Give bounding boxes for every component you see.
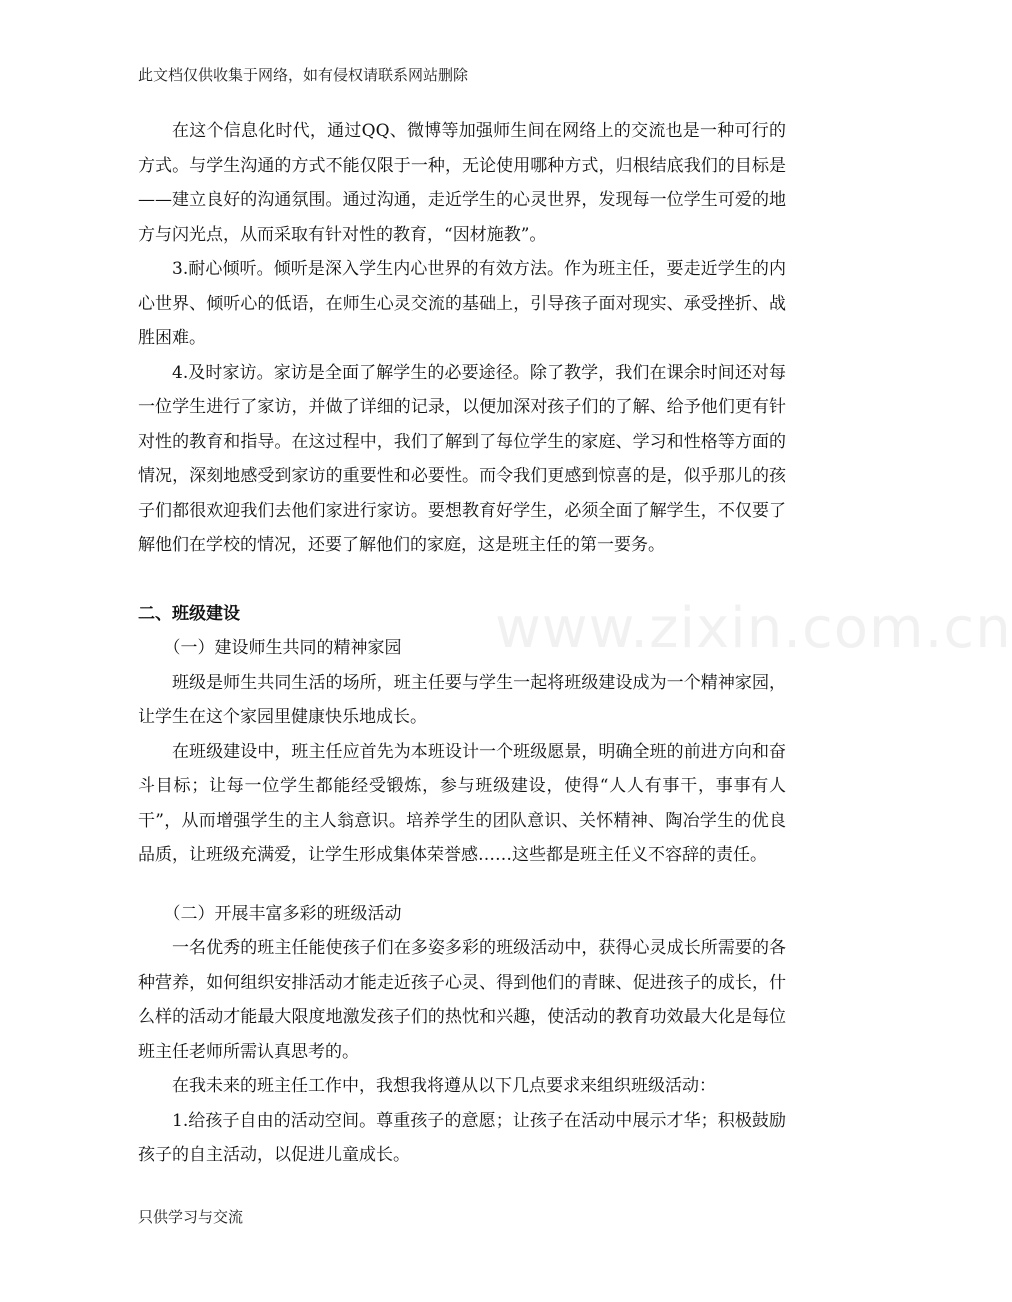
section-heading-class-building: 二、班级建设 [138,603,240,624]
paragraph-online-communication: 在这个信息化时代，通过QQ、微博等加强师生间在网络上的交流也是一种可行的方式。与学生沟通的方式不能仅限于一种，无论使用哪种方式，归根结底我们的目标是——建立良好的沟通氛围。通过沟通，走近学生的心灵世界，发现每一位学生可爱的地方与闪光点，从而采取有针对性的教育，“因材施教”。 [138,121,786,245]
paragraph-class-place: 班级是师生共同生活的场所，班主任要与学生一起将班级建设成为一个精神家园，让学生在这个家园里健康快乐地成长。 [138,672,786,727]
paragraph-excellent-teacher: 一名优秀的班主任能使孩子们在多姿多彩的班级活动中，获得心灵成长所需要的各种营养，如何组织安排活动才能走近孩子心灵、得到他们的青睐、促进孩子的成长，什么样的活动才能最大限度地激发孩子们的热忱和兴趣，使活动的教育功效最大化是每位班主任老师所需认真思考的。 [138,938,786,1062]
subheading-class-activities: （二）开展丰富多彩的班级活动 [163,903,402,924]
paragraph-future-work: 在我未来的班主任工作中，我想我将遵从以下几点要求来组织班级活动： [172,1076,716,1096]
page-footer-note: 只供学习与交流 [138,1208,244,1226]
page-header-note: 此文档仅供收集于网络，如有侵权请联系网站删除 [138,66,469,84]
paragraph-class-vision: 在班级建设中，班主任应首先为本班设计一个班级愿景，明确全班的前进方向和奋斗目标；让每一位学生都能经受锻炼，参与班级建设，使得“人人有事干，事事有人干”，从而增强学生的主人翁意识。培养学生的团队意识、关怀精神、陶冶学生的优良品质，让班级充满爱，让学生形成集体荣誉感……这些都是班主任义不容辞的责任。 [138,741,786,865]
paragraph-home-visits: 4.及时家访。家访是全面了解学生的必要途径。除了教学，我们在课余时间还对每一位学生进行了家访，并做了详细的记录，以便加深对孩子们的了解、给予他们更有针对性的教育和指导。在这过程中，我们了解到了每位学生的家庭、学习和性格等方面的情况，深刻地感受到家访的重要性和必要性。而令我们更感到惊喜的是，似乎那儿的孩子们都很欢迎我们去他们家进行家访。要想教育好学生，必须全面了解学生，不仅要了解他们在学校的情况，还要了解他们的家庭，这是班主任的第一要务。 [138,362,786,555]
paragraph-patient-listening: 3.耐心倾听。倾听是深入学生内心世界的有效方法。作为班主任，要走近学生的内心世界、倾听心的低语，在师生心灵交流的基础上，引导孩子面对现实、承受挫折、战胜困难。 [138,259,786,348]
subheading-spiritual-home: （一）建设师生共同的精神家园 [163,638,402,658]
document-body [138,114,786,1173]
watermark: www.zixin.com.cn [495,596,1012,661]
paragraph-free-space: 1.给孩子自由的活动空间。尊重孩子的意愿；让孩子在活动中展示才华；积极鼓励孩子的自主活动，以促进儿童成长。 [138,1110,786,1165]
